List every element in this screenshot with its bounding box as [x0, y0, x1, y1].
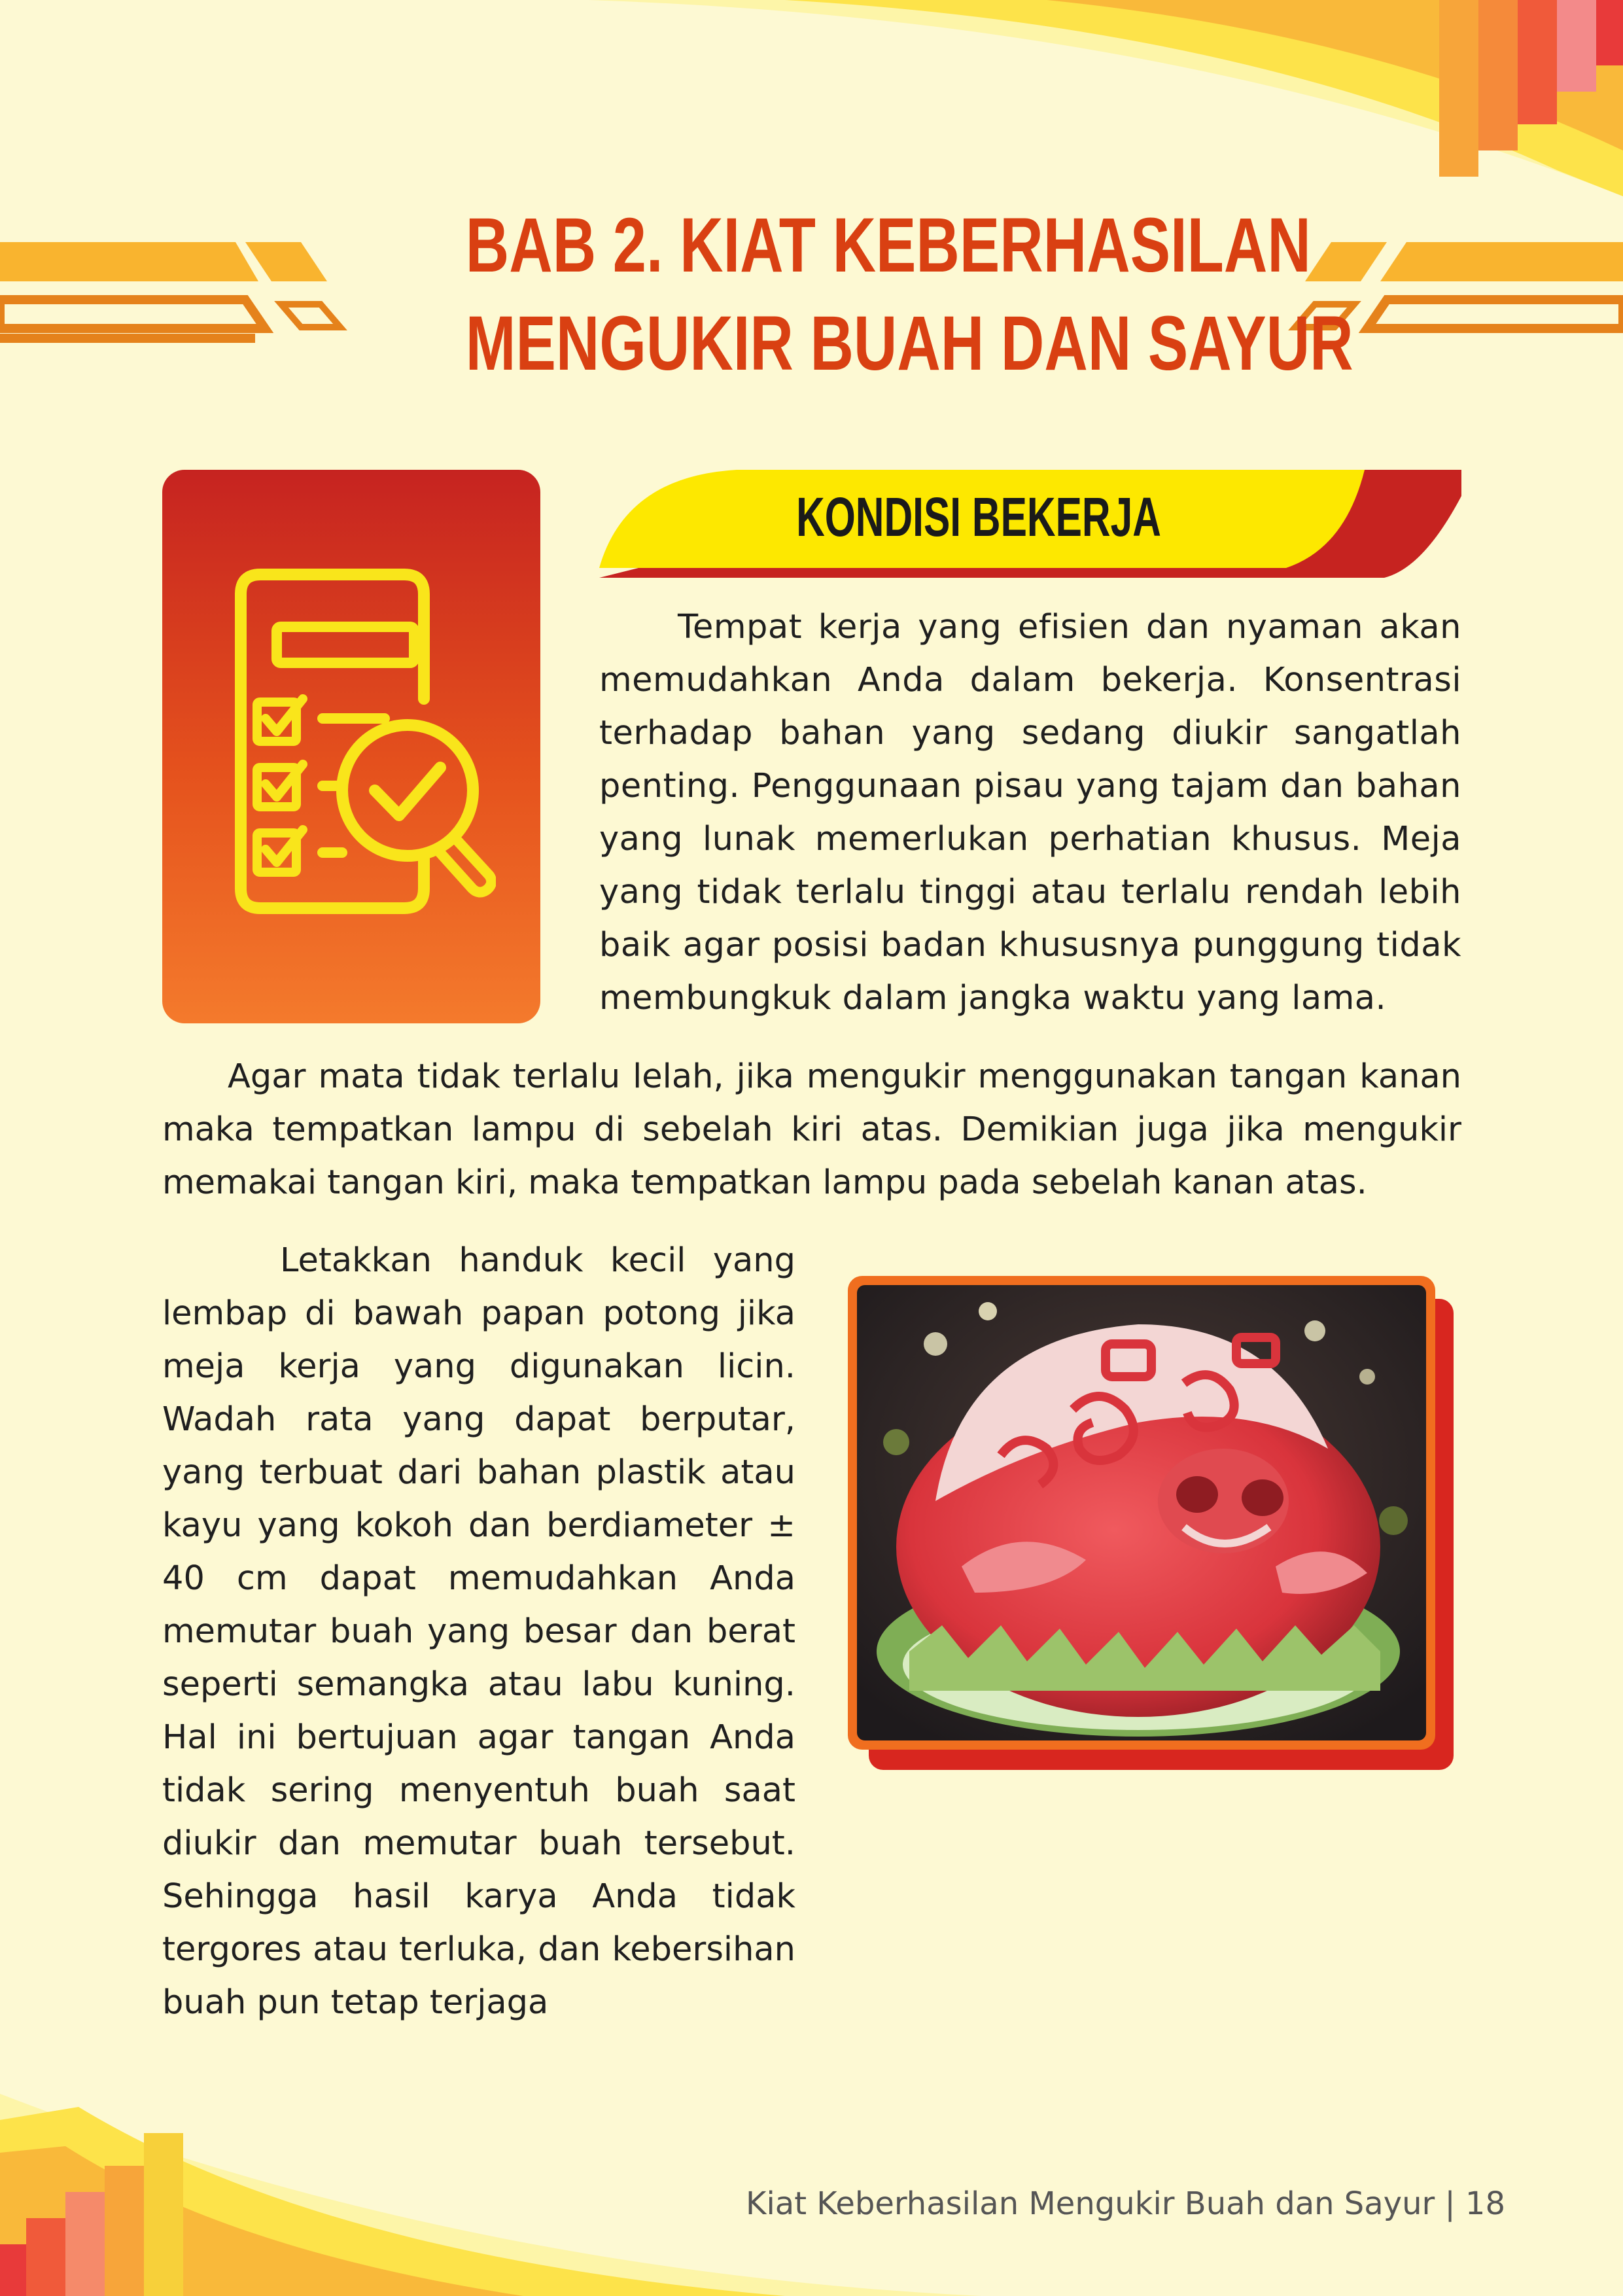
- title-line-1: BAB 2. KIAT KEBERHASILAN: [465, 202, 1311, 289]
- watermelon-turtle-carving-photo: [857, 1285, 1426, 1740]
- checklist-icon-card: [162, 470, 540, 1023]
- title-left-stripes: [0, 236, 353, 353]
- title-line-2: MENGUKIR BUAH DAN SAYUR: [465, 300, 1353, 387]
- paragraph-lighting: Agar mata tidak terlalu lelah, jika mengukir menggunakan tangan kanan maka tempatkan lampu di sebelah kiri atas. Demikian juga jika mengukir memakai tangan kiri, maka tempatkan lampu pada sebelah kanan atas.: [162, 1057, 1461, 1202]
- footer-page-label: Kiat Keberhasilan Mengukir Buah dan Sayur | 18: [745, 2185, 1505, 2222]
- page-title: [465, 196, 1353, 393]
- checklist-magnifier-icon: [215, 568, 496, 921]
- top-right-decoration: [589, 0, 1623, 196]
- paragraph-towel: Letakkan handuk kecil yang lembap di bawah papan potong jika meja kerja yang digunakan licin. Wadah rata yang dapat berputar, yang terbuat dari bahan plastik atau kayu yang kokoh dan berdiameter ± 40 cm dapat memudahkan Anda memutar buah yang besar dan berat seperti semangka atau labu kuning. Hal ini bertujuan agar tangan Anda tidak sering menyentuh buah saat diukir dan memutar buah tersebut. Sehingga hasil karya Anda tidak tergores atau terluka, dan kebersihan buah pun tetap terjaga: [162, 1241, 795, 2022]
- photo-frame: [848, 1276, 1435, 1750]
- paragraph-workspace: Tempat kerja yang efisien dan nyaman akan memudahkan Anda dalam bekerja. Konsentrasi terhadap bahan yang sedang diukir sangatlah penting. Penggunaan pisau yang tajam dan bahan yang lunak memerlukan perhatian khusus. Meja yang tidak terlalu tinggi atau terlalu rendah lebih baik agar posisi badan khususnya punggung tidak membungkuk dalam jangka waktu yang lama.: [599, 608, 1461, 1017]
- section-heading: KONDISI BEKERJA: [796, 486, 1161, 548]
